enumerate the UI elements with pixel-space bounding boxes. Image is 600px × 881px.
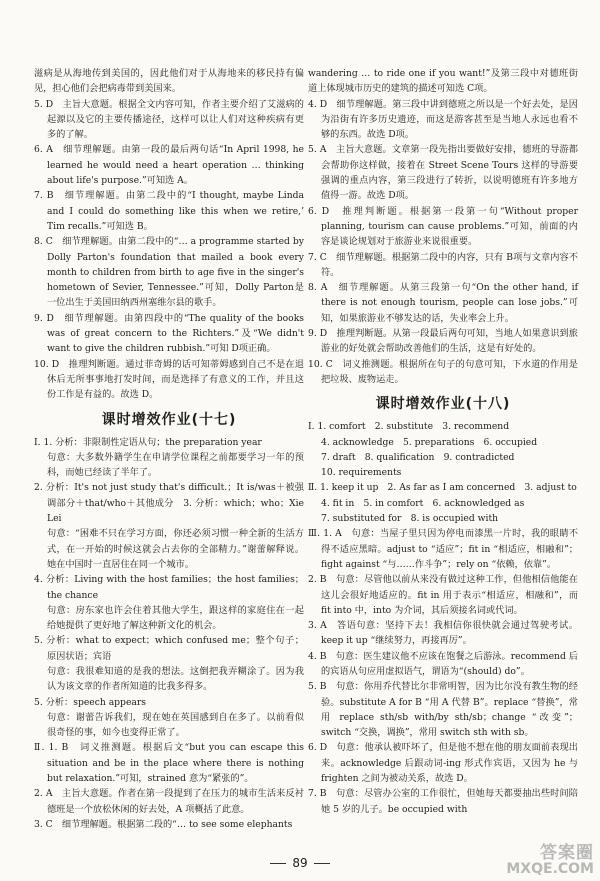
answer-paragraph: 句意：“困难不只在学习方面，你还必须习惯一种全新的生活方式，在一开始的时候这就会占去你的全部精力。”谢蕾解释说。她在中国时一直居住在同一个城市。 <box>47 528 304 570</box>
answer-paragraph: 8. A 细节理解题。从第三段第一句“On the other hand, if there is not enough tourism, people can lose jobs.”可知，如果旅游业不够发达的话，失业率会上升。 <box>308 282 578 324</box>
section-title: 课时增效作业(十八) <box>375 396 511 413</box>
answer-paragraph: 10. C 词义推测题。根据所在句子的句意可知，下水道的作用是把垃圾、废物运走。 <box>308 358 578 385</box>
answer-paragraph: 5. A 主旨大意题。文章第一段先指出要做好安排，德班的导游都会帮助你这样做，接着在 Street Scene Tours 这样的导游要强调的重点内容，第三段进行了转折，以说明德班有许多地方值得一游。故选 D项。 <box>308 144 578 202</box>
dash-left <box>270 863 286 864</box>
answer-paragraph: 10. requirements <box>321 467 402 479</box>
answer-paragraph: 6. D 句意：他承认被吓坏了，但是他不想在他的朋友面前表现出来。acknowledge 后跟动词-ing 形式作宾语，又因为 he 与 frighten 之间为被动关系，故选 D。 <box>308 742 578 785</box>
answer-paragraph: 2. B 句意：尽管他以前从来没有做过这种工作，但他相信他能在这儿会很好地适应的。fit in 用于表示“相适应，相融和”，而 fit into 中，into 为介词，其后须接名词或代词。 <box>308 574 578 616</box>
answer-paragraph: 2. A 主旨大意题。作者在第一段提到了在压力的城市生活来反衬德班是一个放松休闲的好去处，A 项概括了此意。 <box>34 788 304 815</box>
section-title: 课时增效作业(十七) <box>101 411 237 428</box>
answer-paragraph: 4. D 细节理解题。第三段中讲到德班之所以是一个好去处，是因为沿街有许多历史遗迹，而这是游客甚至是当地人永远也看不够的东西。故选 D项。 <box>308 98 578 141</box>
watermark-line2: MXQE.COM <box>506 861 594 877</box>
watermark-line1: 答案圈 <box>540 843 594 863</box>
answer-paragraph: Ⅰ. 1. 分析：非限制性定语从句；the preparation year <box>34 436 262 448</box>
dash-right <box>314 863 330 864</box>
answer-paragraph: 3. A 答语句意：坚持下去！我相信你很快就会通过驾驶考试。keep it up “继续努力，再接再厉”。 <box>308 620 578 647</box>
answer-paragraph: 4. fit in 5. in comfort 6. acknowledged as <box>321 497 525 509</box>
answer-paragraph: 8. C 细节理解题。由第二段中的“… a programme started by Dolly Parton's foundation that mailed a book every month to children from birth to age five in the singer's hometown of Sevier, Tennessee.”可知，Dolly Parton是一位出生于美国田纳西州塞维尔县的歌手。 <box>34 236 304 309</box>
answer-paragraph: 句意：房东家也许会住着其他大学生，跟这样的家庭住在一起给她提供了更好地了解这种新文化的机会。 <box>47 604 304 632</box>
answer-paragraph: 句意：谢蕾告诉我们，现在她在英国感到自在多了。以前看似很奇怪的事，如今也变得正常了。 <box>47 711 304 739</box>
answer-paragraph: 5. D 主旨大意题。根据全文内容可知，作者主要介绍了艾滋病的起源以及它的主要传播途径，这样可以让人们对这种疾病有更多的了解。 <box>34 98 304 141</box>
answer-paragraph: 5. 分析：what to expect；which confused me；整个句子；原因状语；宾语 <box>34 635 304 662</box>
answer-paragraph: 9. D 推理判断题。从第一段最后两句可知，当地人如果意识到旅游业的好处就会帮助改善他们的生活，这是有好处的。 <box>308 328 578 355</box>
answer-paragraph: wandering … to ride one if you want!”及第三段中对德班街道上体现城市历史的建筑的描述可知选 C项。 <box>308 68 578 95</box>
answer-paragraph: 7. B 细节理解题。由第二段中的“I thought, maybe Linda and I could do something like this when we retire,’ Tim recalls.”可知选 B。 <box>34 190 304 232</box>
answer-paragraph: 5. 分析：speech appears <box>34 696 146 708</box>
answer-paragraph: 7. C 细节理解题。根据第二段中的内容，只有 B项与文章内容不符。 <box>308 251 578 278</box>
answer-paragraph: Ⅱ. 1. B 词义推测题。根据后文“but you can escape this situation and be in the place where there is nothing but relaxation.”可知，strained 意为“紧张的”。 <box>34 742 304 785</box>
answer-paragraph: 句意：大多数外籍学生在申请学位课程之前都要学习一年的预科，而她已经读了半年了。 <box>47 451 304 479</box>
answer-paragraph: 句意：我很难知道的是我的想法。这倒把我弄糊涂了。因为我认为该文章的作者所知道的比我多得多。 <box>47 665 304 693</box>
answer-paragraph: Ⅲ. 1. A 句意：当屋子里只因为停电而漆黑一片时，我的眼睛不得不适应黑暗。adjust to “适应”；fit in “相适应，相融和”；fight against “与……作斗争”；rely on “依赖，依靠”。 <box>308 528 578 570</box>
answer-paragraph: 10. D 推理判断题。通过菲奇姆的话可知蒂姆感到自己不是在退休后无所事事地打发时间，而是选择了有意义的工作，并且这份工作是有益的。故选 D。 <box>34 358 304 401</box>
page-number-text: 89 <box>292 856 308 870</box>
answer-paragraph: 6. D 推理判断题。根据第一段第一句“Without proper planning, tourism can cause problems.”可知，前面的内容是谈论规划对于旅游业来说很重要。 <box>308 205 578 248</box>
answer-paragraph: 5. B 句意：你用乔代替比尔非常明智，因为比尔没有教生物的经验。substitute A for B “用 A 代替 B”。replace “替换”，常用 replace sth/sb with/by sth/sb；change “改变”；switch “交换，调换”，常用 switch sth with sb。 <box>308 681 578 739</box>
answer-paragraph: 7. substituted for 8. is occupied with <box>321 513 499 525</box>
answer-paragraph: 4. B 句意：医生建议他不应该在饱餐之后游泳。recommend 后的宾语从句应用虚拟语气，谓语为“(should) do”。 <box>308 650 578 677</box>
left-column <box>34 66 304 832</box>
answer-paragraph: 2. 分析：It's not just study that's difficult.；It is/was＋被强调部分＋that/who＋其他成分 3. 分析：which；who；Xie Lei <box>34 482 304 525</box>
right-column <box>308 66 578 817</box>
answer-paragraph: 4. acknowledge 5. preparations 6. occupied <box>321 436 538 448</box>
answer-paragraph: 9. D 细节理解题。由第四段中的“The quality of the books was of great concern to the Richters.”及“We didn't want to give the children rubbish.”可知 D项正确。 <box>34 312 304 355</box>
answer-paragraph: 4. 分析：Living with the host families；the host families；the chance <box>34 574 304 601</box>
watermark-logo <box>498 845 594 879</box>
answer-paragraph: Ⅱ. 1. keep it up 2. As far as I am concerned 3. adjust to <box>308 482 577 494</box>
answer-paragraph: 3. C 细节理解题。根据第二段的“… to see some elephants <box>34 818 293 830</box>
answer-paragraph: 7. draft 8. qualification 9. contradicted <box>321 451 515 463</box>
answer-paragraph: 6. A 细节理解题。由第一段的最后两句话“In April 1998, he learned he would need a heart operation … thinking about life's purpose.”可知选 A。 <box>34 144 304 187</box>
answer-paragraph: 滋病是从海地传到美国的，因此他们对于从海地来的移民持有偏见，担心他们会把病毒带到美国来。 <box>34 68 304 95</box>
answer-paragraph: 7. B 句意：尽管办公室的工作很忙，但她每天都要抽出些时间陪她 5 岁的儿子。be occupied with <box>308 788 578 815</box>
answer-paragraph: Ⅰ. 1. comfort 2. substitute 3. recommend <box>308 421 510 433</box>
